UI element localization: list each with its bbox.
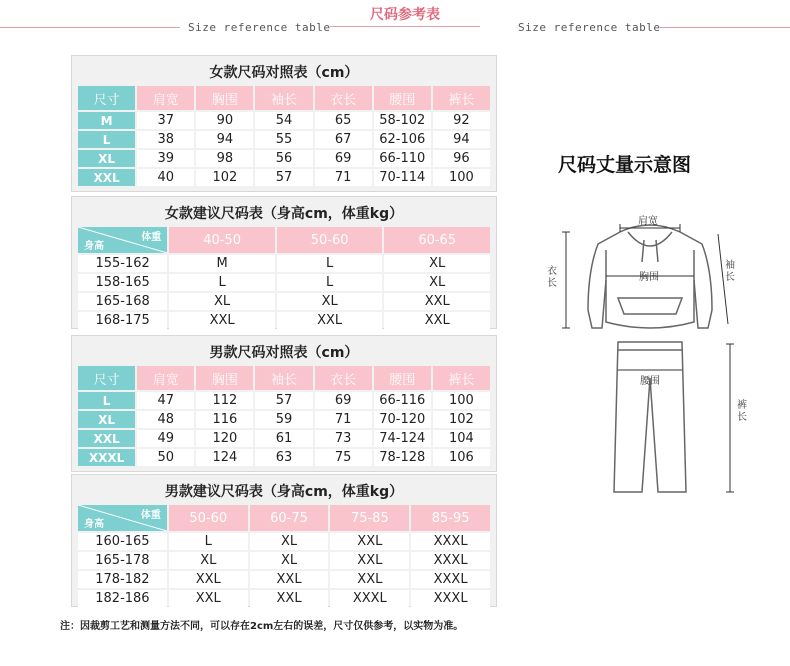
table-header-row [78,86,490,110]
women-size-grid [76,84,492,188]
table-cell: 57 [255,169,312,186]
shoulder-label: 肩宽 [638,216,658,227]
women-suggest-table [71,196,497,329]
table-cell: XXL [169,312,275,329]
weight-header: 75-85 [330,505,409,531]
table-cell: XXL [384,312,490,329]
table-cell: 100 [433,169,490,186]
table-row [78,131,490,148]
table-cell: 71 [315,169,372,186]
table-cell: 38 [137,131,194,148]
measurement-diagram [540,210,780,510]
women-suggest-table-title: 女款建议尺码表（身高cm，体重kg） [164,206,404,222]
column-header: 尺寸 [78,86,135,110]
men-suggest-grid [76,503,492,609]
table-cell: 120 [196,430,253,447]
header-subtitle-right: Size reference table [518,21,661,34]
size-cell: L [78,131,135,148]
table-cell: XL [250,533,329,550]
table-row [78,430,490,447]
size-cell: XXL [78,430,135,447]
table-cell: 37 [137,112,194,129]
column-header: 袖长 [255,366,312,390]
weight-header: 60-65 [384,227,490,253]
height-cell: 160-165 [78,533,167,550]
women-size-table [71,55,497,192]
column-header: 衣长 [315,86,372,110]
table-cell: 106 [433,449,490,466]
weight-header: 85-95 [411,505,490,531]
table-cell: 94 [433,131,490,148]
table-cell: 70-120 [374,411,431,428]
table-cell: M [169,255,275,272]
table-cell: 48 [137,411,194,428]
table-cell: 69 [315,150,372,167]
table-cell: XXL [250,571,329,588]
weight-header: 50-60 [277,227,383,253]
table-cell: 100 [433,392,490,409]
table-cell: 98 [196,150,253,167]
table-cell: 104 [433,430,490,447]
column-header: 袖长 [255,86,312,110]
weight-header: 60-75 [250,505,329,531]
table-header-row [78,227,490,253]
height-cell: 158-165 [78,274,167,291]
table-row [78,533,490,550]
table-cell: XL [277,293,383,310]
table-cell: 75 [315,449,372,466]
table-cell: 70-114 [374,169,431,186]
size-cell: L [78,392,135,409]
table-cell: 39 [137,150,194,167]
table-cell: 112 [196,392,253,409]
header-divider-left [0,27,180,28]
waist-label: 腰围 [640,376,660,387]
table-header-row [78,366,490,390]
table-cell: XXL [169,571,248,588]
diagram-title: 尺码丈量示意图 [558,154,692,176]
table-cell: 124 [196,449,253,466]
column-header: 裤长 [433,86,490,110]
table-cell: XL [384,255,490,272]
table-row [78,449,490,466]
table-row [78,552,490,569]
height-cell: 165-178 [78,552,167,569]
table-row [78,293,490,310]
height-cell: 168-175 [78,312,167,329]
table-cell: L [277,274,383,291]
table-cell: 65 [315,112,372,129]
table-cell: 58-102 [374,112,431,129]
table-row [78,112,490,129]
table-cell: XXL [169,590,248,607]
column-header: 肩宽 [137,366,194,390]
table-cell: 61 [255,430,312,447]
women-suggest-grid [76,225,492,331]
size-cell: XL [78,150,135,167]
table-cell: 116 [196,411,253,428]
column-header: 肩宽 [137,86,194,110]
pants-outline [614,342,686,492]
table-cell: 56 [255,150,312,167]
size-cell: XXL [78,169,135,186]
table-cell: XXXL [411,571,490,588]
chest-label: 胸围 [639,272,659,283]
table-cell: 66-116 [374,392,431,409]
corner-weight-label: 体重 [141,232,162,243]
table-cell: 54 [255,112,312,129]
men-suggest-table-title: 男款建议尺码表（身高cm，体重kg） [164,484,404,500]
table-cell: 92 [433,112,490,129]
weight-header: 50-60 [169,505,248,531]
disclaimer-note: 注：因裁剪工艺和测量方法不同，可以存在2cm左右的误差，尺寸仅供参考，以实物为准。 [60,621,464,632]
height-cell: 155-162 [78,255,167,272]
table-row [78,169,490,186]
size-cell: XL [78,411,135,428]
table-cell: 102 [433,411,490,428]
table-cell: 55 [255,131,312,148]
table-cell: XXL [330,533,409,550]
length-label: 衣长 [547,266,557,289]
table-cell: XXXL [411,552,490,569]
table-cell: L [169,533,248,550]
size-cell: XXXL [78,449,135,466]
table-row [78,150,490,167]
table-cell: 57 [255,392,312,409]
column-header: 裤长 [433,366,490,390]
height-cell: 182-186 [78,590,167,607]
table-row [78,255,490,272]
table-cell: XL [384,274,490,291]
table-cell: 63 [255,449,312,466]
table-row [78,312,490,329]
table-cell: 67 [315,131,372,148]
garment-illustration [540,210,780,510]
table-cell: 66-110 [374,150,431,167]
table-cell: 94 [196,131,253,148]
corner-height-label: 身高 [84,519,104,530]
table-cell: L [169,274,275,291]
table-cell: 90 [196,112,253,129]
column-header: 胸围 [196,86,253,110]
table-cell: XXXL [330,590,409,607]
table-cell: 74-124 [374,430,431,447]
table-cell: 102 [196,169,253,186]
corner-weight-label: 体重 [140,510,161,521]
height-cell: 165-168 [78,293,167,310]
table-cell: XL [169,293,275,310]
corner-cell [78,505,167,531]
table-header-row [78,505,490,531]
men-suggest-table [71,474,497,607]
corner-header [78,227,167,253]
size-cell: M [78,112,135,129]
table-cell: XL [169,552,248,569]
table-row [78,590,490,607]
men-size-table-title: 男款尺码对照表（cm） [209,345,359,361]
table-row [78,392,490,409]
pants-length-label: 裤长 [737,400,747,423]
sleeve-label: 袖长 [725,260,735,283]
header-subtitle-left: Size reference table [188,21,331,34]
column-header: 腰围 [374,366,431,390]
table-row [78,411,490,428]
table-cell: XXL [330,552,409,569]
table-cell: XXXL [411,533,490,550]
men-size-table [71,335,497,472]
corner-cell [78,227,167,253]
table-cell: 71 [315,411,372,428]
table-cell: 47 [137,392,194,409]
page-header [0,0,790,40]
height-cell: 178-182 [78,571,167,588]
column-header: 胸围 [196,366,253,390]
corner-header [78,505,167,531]
table-row [78,274,490,291]
table-cell: XXXL [411,590,490,607]
table-row [78,571,490,588]
table-cell: 40 [137,169,194,186]
table-cell: XL [250,552,329,569]
table-cell: 69 [315,392,372,409]
table-cell: 78-128 [374,449,431,466]
table-cell: 49 [137,430,194,447]
corner-height-label: 身高 [84,241,104,252]
table-cell: XXL [250,590,329,607]
header-divider-right [660,27,790,28]
column-header: 腰围 [374,86,431,110]
men-size-grid [76,364,492,468]
table-cell: L [277,255,383,272]
table-cell: 96 [433,150,490,167]
page-title: 尺码参考表 [370,7,440,23]
column-header: 衣长 [315,366,372,390]
table-cell: XXL [277,312,383,329]
table-cell: XXL [330,571,409,588]
weight-header: 40-50 [169,227,275,253]
table-cell: 62-106 [374,131,431,148]
header-divider-center [330,26,480,27]
table-cell: 73 [315,430,372,447]
table-cell: 50 [137,449,194,466]
table-cell: 59 [255,411,312,428]
table-cell: XXL [384,293,490,310]
column-header: 尺寸 [78,366,135,390]
women-size-table-title: 女款尺码对照表（cm） [209,65,359,81]
